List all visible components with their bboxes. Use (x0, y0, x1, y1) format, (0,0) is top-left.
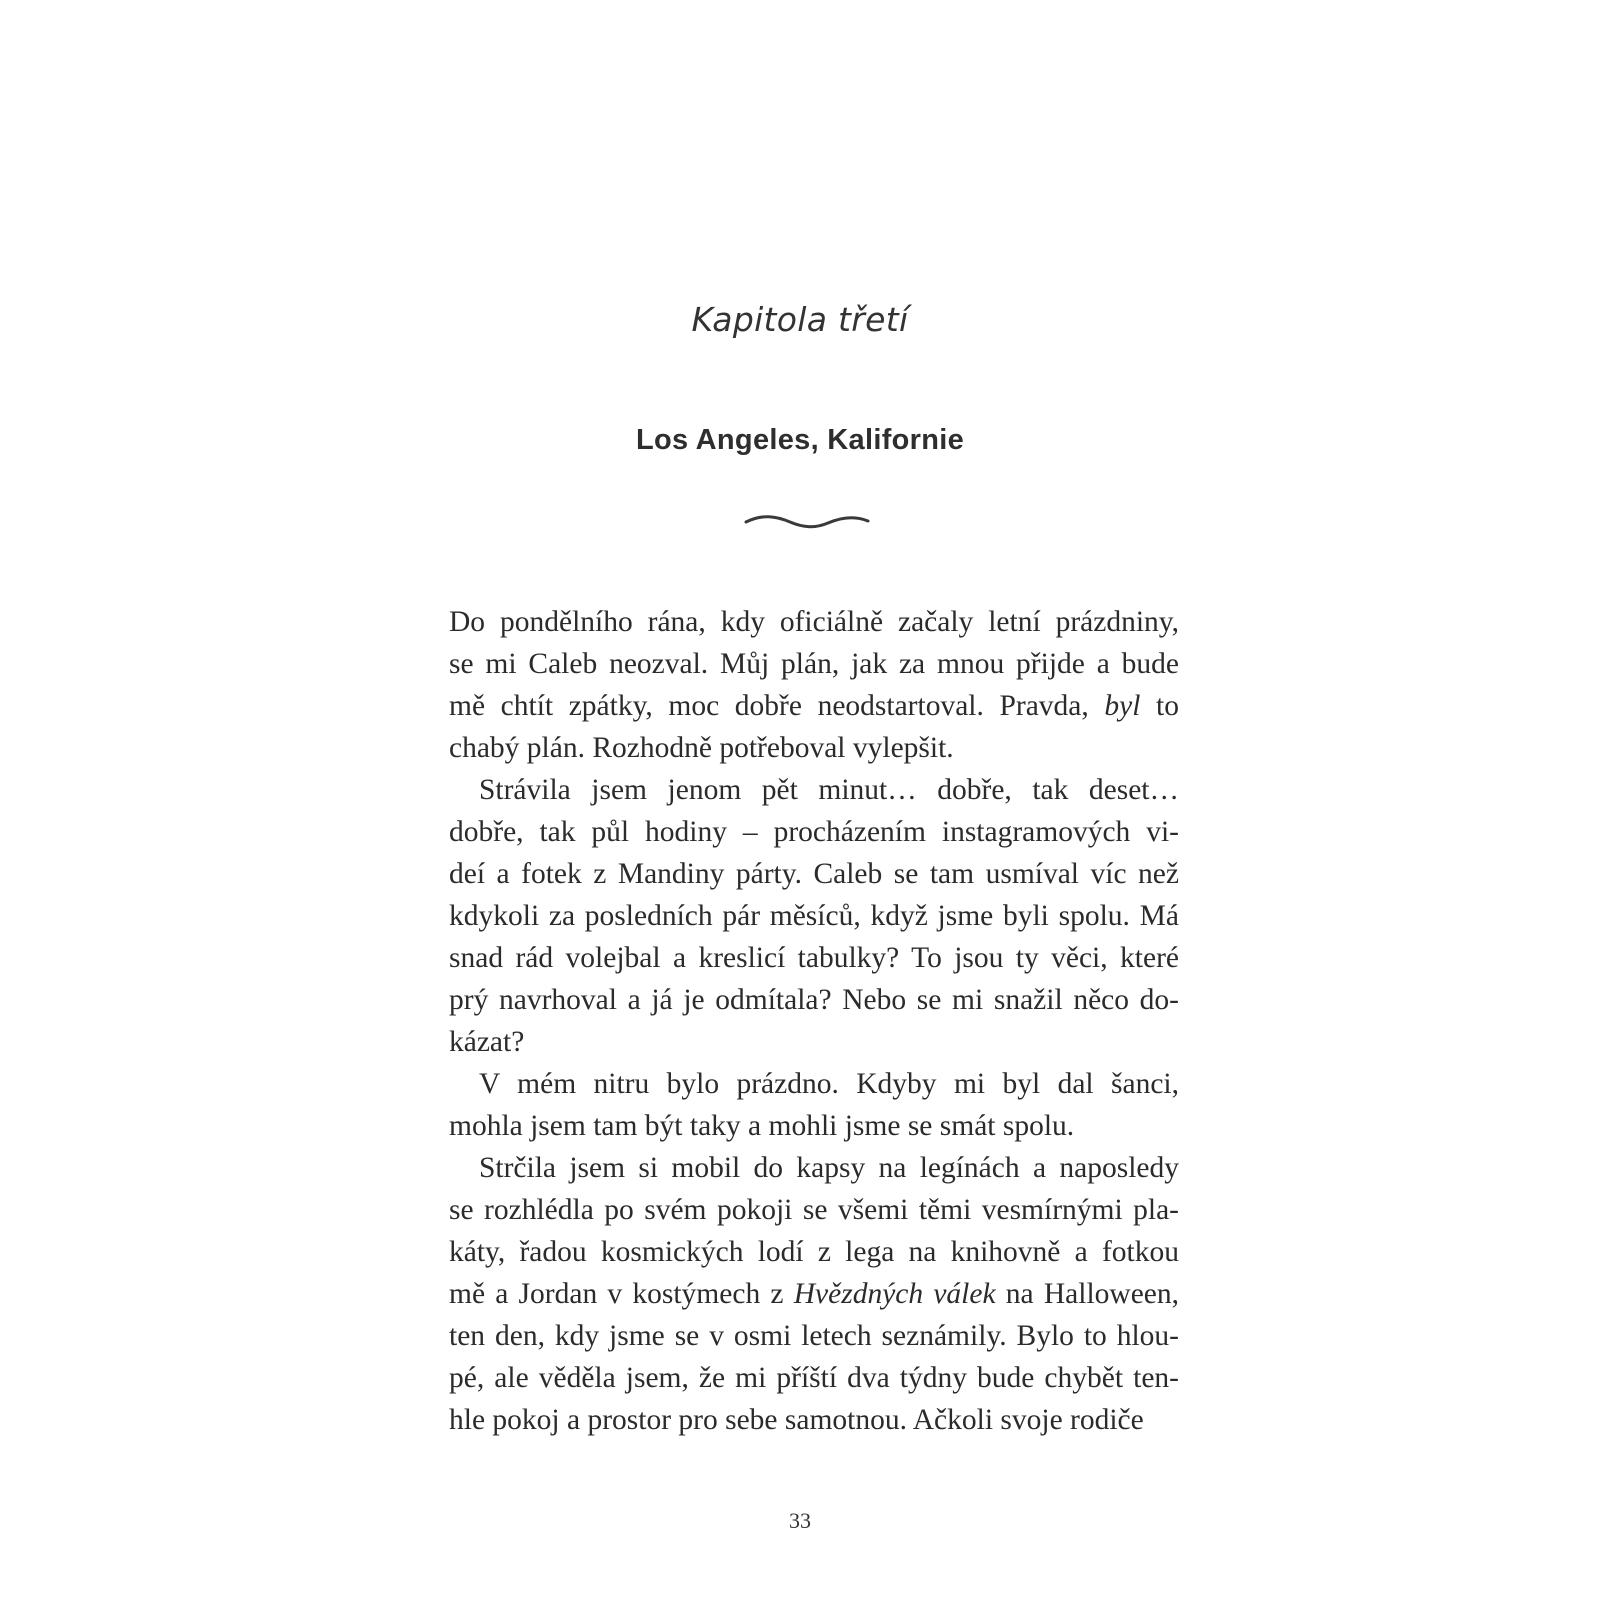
text-line: deí a fotek z Mandiny párty. Caleb se tam usmíval víc než (449, 858, 1179, 890)
text-line: ten den, kdy jsme se v osmi letech seznámily. Bylo to hlou- (449, 1320, 1179, 1352)
text-line: prý navrhoval a já je odmítala? Nebo se mi snažil něco do- (449, 984, 1179, 1016)
text-line: hle pokoj a prostor pro sebe samotnou. Ačkoli svoje rodiče (449, 1404, 1144, 1436)
paragraph (449, 601, 1179, 769)
text-line: dobře, tak půl hodiny – procházením instagramových vi- (449, 816, 1179, 848)
text-line: káty, řadou kosmických lodí z lega na knihovně a fotkou (449, 1236, 1179, 1268)
wave-divider-icon (744, 512, 870, 532)
text-line: V mém nitru bylo prázdno. Kdyby mi byl dal šanci, (479, 1068, 1179, 1100)
text-line: Strávila jsem jenom pět minut… dobře, tak deset… (479, 774, 1179, 806)
text-line: mě chtít zpátky, moc dobře neodstartoval. Pravda, byl to (449, 690, 1179, 722)
paragraph (449, 769, 1179, 1063)
text-line: mohla jsem tam být taky a mohli jsme se smát spolu. (449, 1110, 1075, 1142)
text-line: snad rád volejbal a kreslicí tabulky? To jsou ty věci, které (449, 942, 1179, 974)
text-line: pé, ale věděla jsem, že mi příští dva týdny bude chybět ten- (449, 1362, 1179, 1394)
page-number: 33 (789, 1508, 811, 1533)
text-line: mě a Jordan v kostýmech z Hvězdných válek na Halloween, (449, 1278, 1180, 1310)
text-line: se mi Caleb neozval. Můj plán, jak za mnou přijde a bude (449, 648, 1179, 680)
chapter-title: Kapitola třetí (691, 300, 909, 339)
italic-text: byl (1104, 690, 1141, 722)
paragraph (449, 1147, 1179, 1441)
text-line: se rozhlédla po svém pokoji se všemi těmi vesmírnými pla- (449, 1194, 1179, 1226)
italic-text: Hvězdných válek (793, 1278, 996, 1310)
text-line: kázat? (449, 1026, 525, 1058)
text-line: kdykoli za posledních pár měsíců, když jsme byli spolu. Má (449, 900, 1179, 932)
text-line: Do pondělního rána, kdy oficiálně začaly letní prázdniny, (449, 606, 1179, 638)
text-line: chabý plán. Rozhodně potřeboval vylepšit. (449, 732, 954, 764)
body-text (449, 601, 1179, 1441)
text-line: Strčila jsem si mobil do kapsy na legínách a naposledy (479, 1152, 1179, 1184)
chapter-location: Los Angeles, Kalifornie (635, 424, 965, 456)
paragraph (449, 1063, 1179, 1147)
